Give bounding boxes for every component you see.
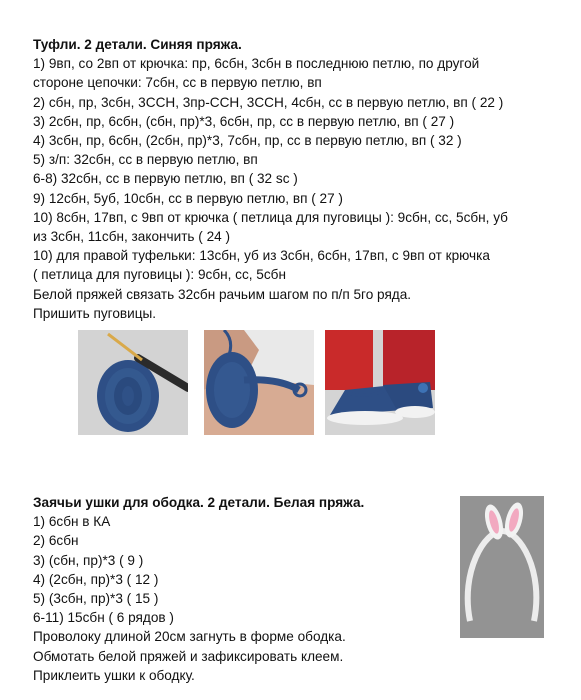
shoes-line: 5) з/п: 32сбн, сс в первую петлю, вп xyxy=(33,152,258,168)
bunny-ears-line: 1) 6сбн в КА xyxy=(33,514,111,530)
bunny-ears-line: Приклеить ушки к ободку. xyxy=(33,667,195,683)
shoe-in-hand-photo xyxy=(204,330,314,435)
shoes-line: 4) 3сбн, пр, 6сбн, (2сбн, пр)*3, 7сбн, пр, сс в первую петлю, вп ( 32 ) xyxy=(33,133,462,149)
shoes-line: Пришить пуговицы. xyxy=(33,305,157,321)
bunny-ears-line: Обмотать белой пряжей и зафиксировать клеем. xyxy=(33,648,344,664)
shoes-line: 10) для правой туфельки: 13сбн, уб из 3сбн, 6сбн, 17вп, с 9вп от крючка xyxy=(33,248,490,264)
shoes-line: 1) 9вп, со 2вп от крючка: пр, 6сбн, 3сбн в последнюю петлю, по другой xyxy=(33,56,480,72)
shoes-line: 9) 12сбн, 5уб, 10сбн, сс в первую петлю, вп ( 27 ) xyxy=(33,190,343,206)
shoes-line: 2) сбн, пр, 3сбн, 3ССН, 3пр-ССН, 3ССН, 4сбн, сс в первую петлю, вп ( 22 ) xyxy=(33,94,504,110)
bunny-ears-line: 2) 6сбн xyxy=(33,533,79,549)
shoes-line: ( петлица для пуговицы ): 9сбн, сс, 5сбн xyxy=(33,267,286,283)
bunny-ears-line: 5) (3сбн, пр)*3 ( 15 ) xyxy=(33,591,159,607)
bunny-ears-line: 4) (2сбн, пр)*3 ( 12 ) xyxy=(33,571,159,587)
bunny-ears-line: 3) (сбн, пр)*3 ( 9 ) xyxy=(33,552,144,568)
shoes-line: 10) 8сбн, 17вп, с 9вп от крючка ( петлица для пуговицы ): 9сбн, сс, 5сбн, уб xyxy=(33,209,508,225)
shoes-instructions xyxy=(33,35,508,323)
shoes-line: Белой пряжей связать 32сбн рачьим шагом по п/п 5го ряда. xyxy=(33,286,412,302)
shoes-line: стороне цепочки: 7сбн, сс в первую петлю, вп xyxy=(33,75,322,91)
bunny-ears-line: 6-11) 15сбн ( 6 рядов ) xyxy=(33,610,174,626)
doll-shoes-photo xyxy=(325,330,435,435)
sole-photo xyxy=(78,330,188,435)
bunny-ears-line: Проволоку длиной 20см загнуть в форме ободка. xyxy=(33,629,346,645)
shoes-line: 3) 2сбн, пр, 6сбн, (сбн, пр)*3, 6сбн, пр, сс в первую петлю, вп ( 27 ) xyxy=(33,113,455,129)
bunny-headband-photo xyxy=(460,496,544,638)
shoes-title: Туфли. 2 детали. Синяя пряжа. xyxy=(33,37,242,52)
bunny-ears-instructions xyxy=(33,493,364,685)
shoes-line: 6-8) 32сбн, сс в первую петлю, вп ( 32 sc ) xyxy=(33,171,298,187)
bunny-ears-title: Заячьи ушки для ободка. 2 детали. Белая пряжа. xyxy=(33,495,365,510)
shoes-line: из 3сбн, 11сбн, закончить ( 24 ) xyxy=(33,229,231,245)
